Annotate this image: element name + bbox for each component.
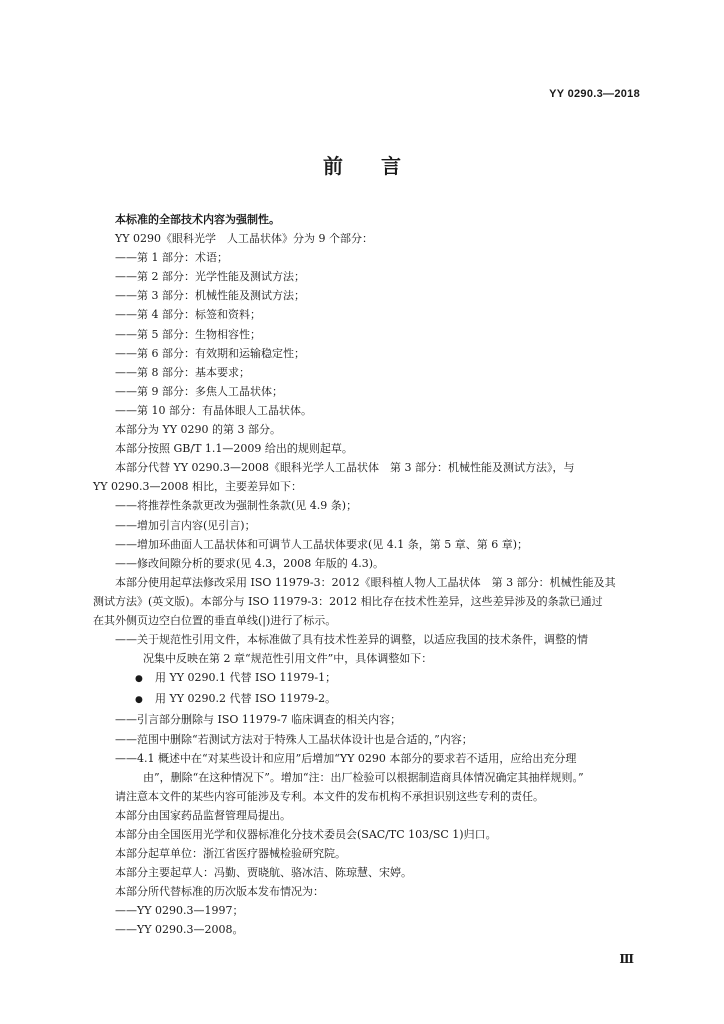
list-item: ——将推荐性条款更改为强制性条款(见 4.9 条)； bbox=[115, 499, 358, 513]
text-line: 本部分代替 YY 0290.3—2008《眼科光学人工晶状体 第 3 部分：机械性能及测试方法》，与 bbox=[115, 461, 575, 475]
list-item: ——范围中删除“若测试方法对于特殊人工晶状体设计也是合适的，”内容； bbox=[115, 732, 473, 746]
list-item: ——第 4 部分：标签和资料； bbox=[115, 308, 261, 322]
list-item: ——第 9 部分：多焦人工晶状体； bbox=[115, 384, 283, 398]
list-item: ——增加环曲面人工晶状体和可调节人工晶状体要求(见 4.1 条，第 5 章、第 6 章)； bbox=[115, 537, 529, 551]
text-line: YY 0290《眼科光学 人工晶状体》分为 9 个部分： bbox=[115, 232, 374, 246]
text-line: 本标准的全部技术内容为强制性。 bbox=[115, 213, 280, 226]
text-line: 本部分按照 GB/T 1.1—2009 给出的规则起草。 bbox=[115, 442, 353, 456]
preface-body bbox=[93, 210, 653, 940]
text-line: 本部分为 YY 0290 的第 3 部分。 bbox=[115, 423, 281, 437]
text-line: 本部分主要起草人：冯勤、贾晓航、骆冰洁、陈琼慧、宋婷。 bbox=[115, 866, 412, 880]
text-line: 本部分起草单位：浙江省医疗器械检验研究院。 bbox=[115, 847, 346, 861]
text-line: 在其外侧页边空白位置的垂直单线(|)进行了标示。 bbox=[93, 613, 337, 627]
text-line: 本部分由国家药品监督管理局提出。 bbox=[115, 808, 291, 822]
list-item: ——YY 0290.3—2008。 bbox=[115, 923, 244, 937]
list-item: ——第 1 部分：术语； bbox=[115, 251, 228, 265]
text-line: YY 0290.3—2008 相比，主要差异如下： bbox=[93, 480, 302, 494]
text-line: 况集中反映在第 2 章“规范性引用文件”中，具体调整如下： bbox=[143, 652, 433, 666]
text-line: 本部分由全国医用光学和仪器标准化分技术委员会(SAC/TC 103/SC 1)归口。 bbox=[115, 828, 497, 841]
list-item: ——YY 0290.3—1997； bbox=[115, 904, 244, 918]
list-item: ——第 10 部分：有晶体眼人工晶状体。 bbox=[115, 403, 312, 417]
list-item: ——第 2 部分：光学性能及测试方法； bbox=[115, 270, 305, 284]
list-item: ——增加引言内容(见引言)； bbox=[115, 518, 256, 532]
text-line: 请注意本文件的某些内容可能涉及专利。本文件的发布机构不承担识别这些专利的责任。 bbox=[115, 789, 544, 803]
page-title: 前言 bbox=[323, 154, 439, 178]
list-item: ——修改间隙分析的要求(见 4.3，2008 年版的 4.3)。 bbox=[115, 556, 385, 570]
page-number: Ⅲ bbox=[619, 952, 634, 966]
list-item: ——4.1 概述中在“对某些设计和应用”后增加“YY 0290 本部分的要求若不适用，应给出充分理 bbox=[115, 751, 577, 765]
text-line: 本部分使用起草法修改采用 ISO 11979-3：2012《眼科植人物人工晶状体 第 3 部分：机械性能及其 bbox=[115, 575, 616, 589]
list-item: ——第 3 部分：机械性能及测试方法； bbox=[115, 289, 305, 303]
text-line: 本部分所代替标准的历次版本发布情况为： bbox=[115, 885, 324, 899]
bullet-item: ● 用 YY 0290.1 代替 ISO 11979-1； bbox=[93, 668, 653, 689]
text-line: 测试方法》(英文版)。本部分与 ISO 11979-3：2012 相比存在技术性差异，这些差异涉及的条款已通过 bbox=[93, 594, 603, 608]
text-line: 由”，删除“在这种情况下”。增加“注：出厂检验可以根据制造商具体情况确定其抽样规则。” bbox=[143, 770, 584, 784]
list-item: ——关于规范性引用文件，本标准做了具有技术性差异的调整，以适应我国的技术条件，调整的情 bbox=[115, 633, 588, 647]
bullet-item: ● 用 YY 0290.2 代替 ISO 11979-2。 bbox=[93, 689, 653, 710]
list-item: ——第 5 部分：生物相容性； bbox=[115, 327, 261, 341]
standard-code: YY 0290.3—2018 bbox=[549, 88, 640, 100]
list-item: ——引言部分删除与 ISO 11979-7 临床调查的相关内容； bbox=[115, 713, 402, 727]
list-item: ——第 6 部分：有效期和运输稳定性； bbox=[115, 346, 305, 360]
list-item: ——第 8 部分：基本要求； bbox=[115, 365, 250, 379]
